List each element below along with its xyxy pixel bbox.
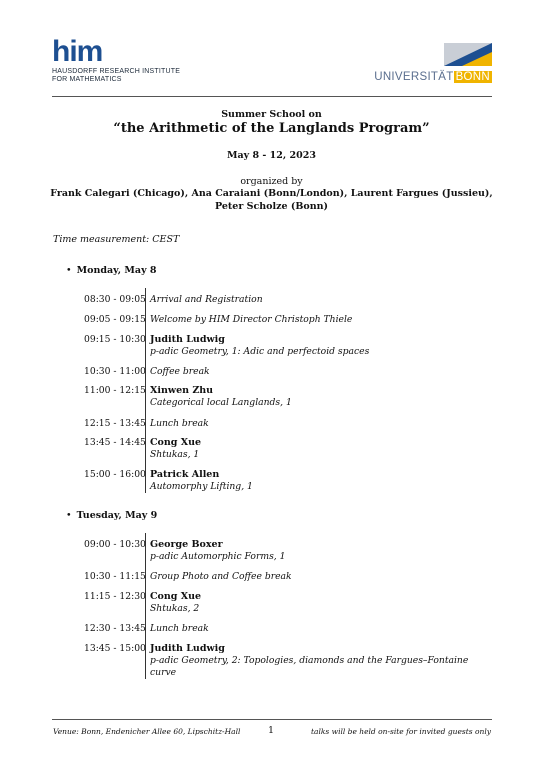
time-slot: 15:00 - 16:00 xyxy=(84,469,146,480)
speaker-name: Cong Xue xyxy=(150,591,202,602)
organizers-line-1: Frank Calegari (Chicago), Ana Caraiani (Bonn/London), Laurent Fargues (Jussieu), xyxy=(50,188,493,199)
him-logo-word: him xyxy=(52,35,103,68)
speaker-name: Patrick Allen xyxy=(150,469,220,480)
time-slot: 10:30 - 11:15 xyxy=(84,571,146,582)
time-slot: 11:00 - 12:15 xyxy=(84,385,146,396)
footer-venue: Venue: Bonn, Endenicher Allee 60, Lipschitz-Hall xyxy=(53,727,241,736)
event-label: Welcome by HIM Director Christoph Thiele xyxy=(150,314,353,325)
page-header xyxy=(52,35,492,98)
day-label: Monday, May 8 xyxy=(76,265,157,276)
event-label: Arrival and Registration xyxy=(150,294,263,305)
footer-divider xyxy=(52,719,492,720)
time-slot: 10:30 - 11:00 xyxy=(84,366,146,377)
event-subtitle: Summer School on xyxy=(221,109,322,120)
speaker-name: Xinwen Zhu xyxy=(150,385,214,396)
time-slot: 09:05 - 09:15 xyxy=(84,314,146,325)
speaker-name: Cong Xue xyxy=(150,437,202,448)
talk-title: Shtukas, 2 xyxy=(150,603,200,614)
time-slot: 09:15 - 10:30 xyxy=(84,334,146,345)
event-label: Coffee break xyxy=(150,366,210,377)
time-slot: 12:15 - 13:45 xyxy=(84,418,146,429)
talk-title: p-adic Geometry, 1: Adic and perfectoid spaces xyxy=(150,346,370,357)
footer-note: talks will be held on-site for invited guests only xyxy=(310,727,491,736)
talk-title: p-adic Automorphic Forms, 1 xyxy=(150,551,286,562)
bullet-icon: • xyxy=(66,510,72,521)
bonn-name: BONN xyxy=(455,71,490,83)
organizers-line-2: Peter Scholze (Bonn) xyxy=(214,201,329,212)
talk-title: Shtukas, 1 xyxy=(150,449,200,460)
him-logo xyxy=(52,35,181,84)
time-slot: 11:15 - 12:30 xyxy=(84,591,146,602)
time-slot: 09:00 - 10:30 xyxy=(84,539,146,550)
event-label: Lunch break xyxy=(150,418,209,429)
schedule-divider-line xyxy=(145,533,146,679)
speaker-name: Judith Ludwig xyxy=(150,334,225,345)
header-divider xyxy=(52,96,492,97)
organized-by-label: organized by xyxy=(240,176,303,187)
time-slot: 08:30 - 09:05 xyxy=(84,294,146,305)
time-slot: 13:45 - 15:00 xyxy=(84,643,146,654)
day-heading-tuesday xyxy=(66,510,157,521)
event-dates: May 8 - 12, 2023 xyxy=(227,150,316,161)
speaker-name: George Boxer xyxy=(150,539,223,550)
event-title: “the Arithmetic of the Langlands Program” xyxy=(113,121,430,136)
time-slot: 13:45 - 14:45 xyxy=(84,437,146,448)
university-bonn-wordmark xyxy=(374,71,492,83)
day-label: Tuesday, May 9 xyxy=(76,510,158,521)
speaker-name: Judith Ludwig xyxy=(150,643,225,654)
event-label: Group Photo and Coffee break xyxy=(150,571,292,582)
schedule-monday xyxy=(84,294,504,499)
bullet-icon: • xyxy=(66,265,72,276)
talk-title: p-adic Geometry, 2: Topologies, diamonds and the Fargues–Fontaine curve xyxy=(150,655,469,678)
him-logo-line2: FOR MATHEMATICS xyxy=(52,76,122,83)
him-logo-line1: HAUSDORFF RESEARCH INSTITUTE xyxy=(52,68,181,75)
time-measurement-note: Time measurement: CEST xyxy=(53,234,180,245)
time-slot: 12:30 - 13:45 xyxy=(84,623,146,634)
page-number: 1 xyxy=(268,725,275,736)
talk-title: Automorphy Lifting, 1 xyxy=(150,481,253,492)
schedule-tuesday xyxy=(84,539,504,684)
bonn-prefix: UNIVERSITÄT xyxy=(374,71,454,83)
event-label: Lunch break xyxy=(150,623,209,634)
talk-title: Categorical local Langlands, 1 xyxy=(150,397,292,408)
day-heading-monday xyxy=(66,265,157,276)
